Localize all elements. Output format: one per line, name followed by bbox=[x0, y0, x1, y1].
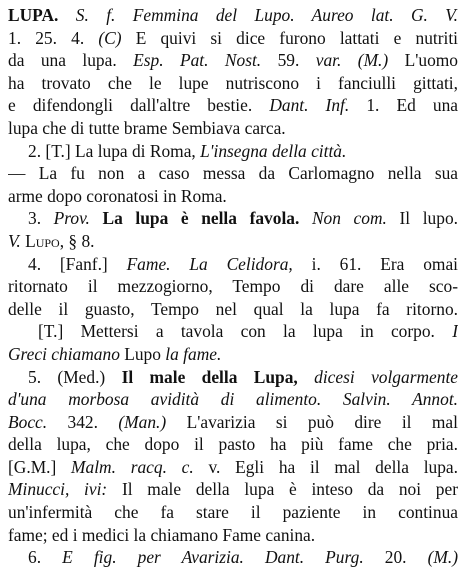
text-segment: ] La lupa di Roma, bbox=[64, 140, 201, 161]
text-line bbox=[8, 162, 458, 185]
text-segment: 1. 25. 4. bbox=[8, 27, 99, 48]
text-segment: Il male della Lupa, bbox=[121, 366, 298, 387]
text-segment: 20. bbox=[363, 547, 428, 568]
text-segment: I bbox=[452, 321, 458, 342]
text-segment: d'una morbosa avidità di alimento. Salvin. Annot. bbox=[8, 389, 458, 410]
text-segment: Greci chiamano bbox=[8, 343, 120, 364]
text-segment: 4. [Fanf.] bbox=[28, 253, 127, 274]
text-segment: arme dopo coronatosi in Roma. bbox=[8, 185, 227, 206]
text-segment: Malm. racq. c. bbox=[71, 456, 194, 477]
text-segment: S. f. Femmina del Lupo. Aureo lat. G. V. bbox=[58, 5, 458, 25]
text-line bbox=[8, 501, 458, 524]
text-segment: Il male della lupa è inteso da noi per bbox=[107, 479, 458, 500]
text-line bbox=[8, 456, 458, 479]
text-segment: dicesi volgarmente bbox=[297, 366, 458, 387]
text-line bbox=[8, 343, 458, 366]
text-line bbox=[8, 94, 458, 117]
text-segment: L'uomo bbox=[388, 50, 458, 71]
text-segment: 5. (Med.) bbox=[28, 366, 122, 387]
text-segment: 342. bbox=[47, 411, 119, 432]
text-segment: Lupo bbox=[119, 343, 166, 364]
text-segment: fame; ed i medici la chiamano Fame canina. bbox=[8, 524, 316, 545]
text-line bbox=[8, 253, 458, 276]
text-segment: ha trovato che le lupe nutriscono i fanciulli gittati, bbox=[8, 72, 458, 93]
text-segment bbox=[341, 50, 357, 70]
text-segment: LUPA. bbox=[8, 5, 59, 25]
text-segment: Il lupo. bbox=[386, 208, 458, 229]
text-line bbox=[8, 207, 458, 230]
text-segment: — La fu non a caso messa da Carlomagno nella sua bbox=[8, 163, 458, 184]
text-line bbox=[8, 27, 458, 50]
text-segment: 6. bbox=[28, 547, 63, 568]
text-segment: delle il guasto, Tempo nel qual la lupa fa ritorno. bbox=[8, 298, 458, 319]
text-segment: la fame. bbox=[165, 343, 222, 364]
text-line bbox=[8, 524, 458, 547]
text-segment: (Man.) bbox=[118, 411, 167, 432]
text-segment: E fig. per Avarizia. Dant. Purg. bbox=[62, 547, 364, 568]
text-line bbox=[8, 72, 458, 95]
text-segment: 3. bbox=[28, 208, 54, 229]
text-segment: (M.) bbox=[427, 547, 458, 568]
text-segment: Non com. bbox=[299, 208, 387, 229]
text-segment: [G.M.] bbox=[8, 456, 72, 477]
text-line bbox=[8, 4, 458, 27]
text-segment: [ bbox=[38, 321, 44, 342]
text-segment: Bocc. bbox=[8, 411, 48, 432]
text-line bbox=[8, 388, 458, 411]
text-segment: var. bbox=[315, 50, 342, 71]
text-line bbox=[8, 230, 458, 253]
text-segment: Prov. bbox=[53, 208, 90, 229]
text-segment: E quivi si dice furono lattati e nutriti bbox=[121, 27, 458, 48]
text-segment: Lupo bbox=[20, 230, 60, 251]
text-segment: ] Mettersi a tavola con la lupa in corpo. bbox=[57, 321, 453, 342]
text-segment: della lupa, che dopo il pasto ha più fame che pria. bbox=[8, 434, 458, 455]
text-line bbox=[8, 546, 458, 569]
text-segment: V. bbox=[8, 230, 21, 251]
text-segment: 2. [ bbox=[28, 140, 52, 161]
text-segment: Fame. La Celidora, bbox=[126, 253, 293, 274]
text-line bbox=[8, 366, 458, 389]
text-line bbox=[8, 49, 458, 72]
text-segment: L'avarizia si può dire il mal bbox=[166, 411, 458, 432]
text-line bbox=[8, 117, 458, 140]
text-segment: 1. Ed una bbox=[349, 95, 458, 116]
text-segment: 59. bbox=[261, 50, 316, 71]
text-line bbox=[8, 298, 458, 321]
text-segment: da una lupa. bbox=[8, 50, 134, 71]
text-segment: ritornato il mezzogiorno, Tempo di dare alle sco- bbox=[8, 276, 458, 297]
text-line bbox=[8, 185, 458, 208]
text-segment: , § 8. bbox=[59, 230, 95, 251]
text-segment: L'insegna della città. bbox=[200, 140, 347, 161]
text-segment: (M.) bbox=[357, 50, 389, 71]
text-line bbox=[8, 411, 458, 434]
text-line bbox=[8, 275, 458, 298]
text-segment: (C) bbox=[98, 27, 122, 48]
text-line bbox=[8, 478, 458, 501]
text-segment: e difendongli dall'altre bestie. bbox=[8, 95, 270, 116]
text-segment: Minucci, ivi: bbox=[8, 479, 108, 500]
text-segment: T. bbox=[43, 321, 58, 342]
text-segment: v. Egli ha il mal della lupa. bbox=[193, 456, 458, 477]
text-segment: T. bbox=[51, 140, 65, 161]
text-segment: Dant. Inf. bbox=[269, 95, 350, 116]
text-segment: La lupa è nella favola. bbox=[89, 208, 300, 229]
text-segment: Esp. Pat. Nost. bbox=[133, 50, 262, 71]
text-line bbox=[8, 140, 458, 163]
text-line bbox=[8, 433, 458, 456]
text-line bbox=[8, 320, 458, 343]
text-segment: i. 61. Era omai bbox=[292, 253, 458, 274]
text-segment: lupa che di tutte brame Sembiava carca. bbox=[8, 117, 286, 138]
text-segment: un'infermità che fa stare il paziente in continua bbox=[8, 502, 458, 523]
